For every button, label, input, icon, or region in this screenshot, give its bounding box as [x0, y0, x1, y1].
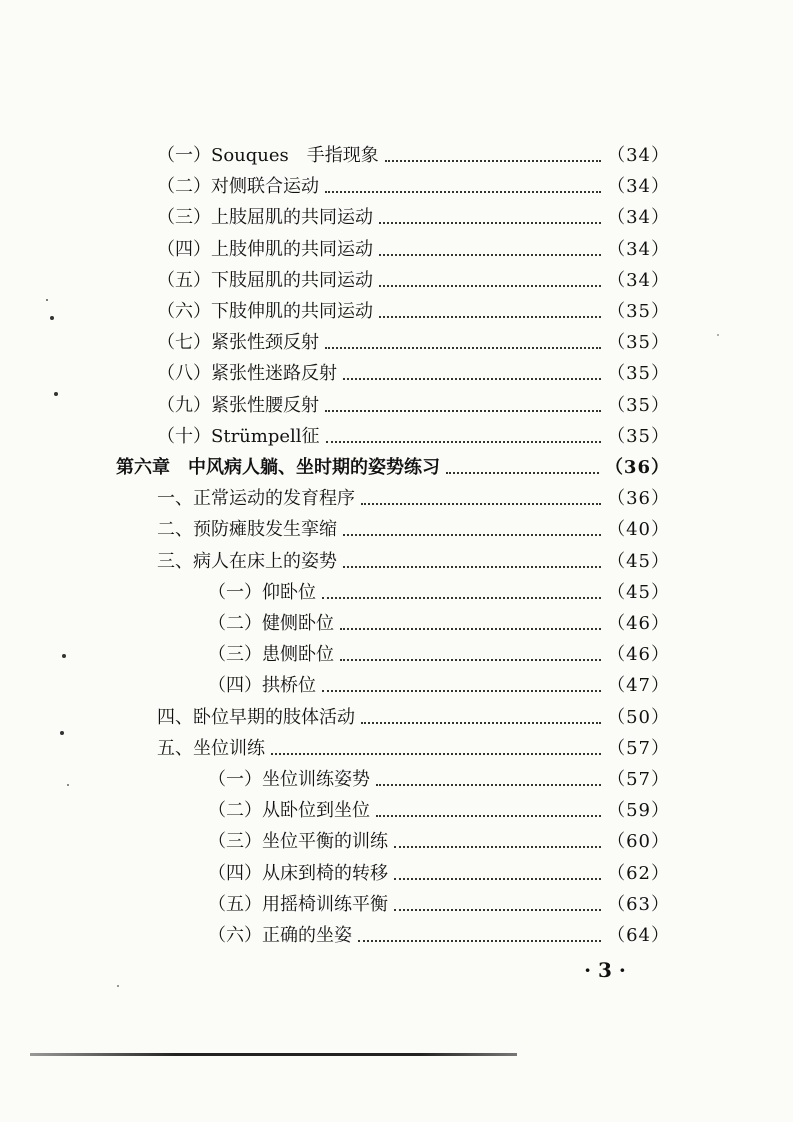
toc-entry-title: （一）坐位训练姿势 — [208, 769, 370, 790]
toc-entry-title: （一）仰卧位 — [208, 581, 316, 603]
toc-entry-page: （45） — [607, 581, 670, 603]
toc-entry-page: （46） — [607, 613, 670, 634]
toc-entry-page: （34） — [607, 207, 670, 229]
toc-entry-title: （四）从床到椅的转移 — [208, 862, 388, 884]
toc-entry-title: （三）坐位平衡的训练 — [208, 831, 388, 853]
toc-entry-title: （六）下肢伸肌的共同运动 — [157, 301, 373, 322]
toc-entry-page: （34） — [607, 145, 670, 166]
toc-entry-page: （57） — [607, 769, 670, 790]
toc-entry-title: （二）健侧卧位 — [208, 613, 334, 634]
toc-entry-title: （二）从卧位到坐位 — [208, 800, 370, 822]
toc-entry-page: （50） — [607, 706, 670, 728]
toc-entry-title: 五、坐位训练 — [157, 737, 265, 759]
toc-entry-page: （35） — [607, 301, 670, 322]
toc-entry-title: （二）对侧联合运动 — [157, 176, 319, 198]
toc-entry-title: （六）正确的坐姿 — [208, 925, 352, 946]
toc-entry-page: （35） — [607, 332, 670, 354]
toc-entry-title: 一、正常运动的发育程序 — [157, 488, 355, 510]
toc-entry-page: （36） — [607, 488, 670, 510]
toc-entry-page: （46） — [607, 644, 670, 666]
toc-entry-page: （35） — [607, 394, 670, 416]
toc-entry-title: （三）患侧卧位 — [208, 644, 334, 666]
toc-entry-page: （34） — [607, 176, 670, 198]
toc-entry-title: （九）紧张性腰反射 — [157, 394, 319, 416]
toc-entry-title: （十）Strümpell征 — [157, 425, 320, 447]
toc-entry-title: （一）Souques 手指现象 — [157, 145, 379, 166]
scan-artifact-line — [30, 1053, 517, 1056]
toc-entry-title: （四）上肢伸肌的共同运动 — [157, 238, 373, 260]
toc-entry-page: （36） — [604, 457, 670, 478]
toc-entry-page: （34） — [607, 238, 670, 260]
toc-entry-page: （34） — [607, 269, 670, 291]
toc-entry-title: 四、卧位早期的肢体活动 — [157, 706, 355, 728]
toc-entry-page: （40） — [607, 519, 670, 541]
toc-entry-title: 三、病人在床上的姿势 — [157, 550, 337, 572]
toc-entry-page: （60） — [607, 831, 670, 853]
toc-entry-title: 第六章 中风病人躺、坐时期的姿势练习 — [116, 457, 440, 478]
toc-entry-title: （七）紧张性颈反射 — [157, 332, 319, 354]
toc-entry-title: （五）下肢屈肌的共同运动 — [157, 269, 373, 291]
toc-entry-page: （59） — [607, 800, 670, 822]
toc-entry-page: （57） — [607, 737, 670, 759]
toc-entry-title: （三）上肢屈肌的共同运动 — [157, 207, 373, 229]
toc-entry-page: （63） — [607, 893, 670, 915]
toc-entry-title: （五）用摇椅训练平衡 — [208, 893, 388, 915]
toc-entry-page: （62） — [607, 862, 670, 884]
page-number: · 3 · — [584, 958, 626, 982]
toc-entry-title: （八）紧张性迷路反射 — [157, 363, 337, 385]
toc-entry-page: （47） — [607, 675, 670, 697]
toc-entry-title: 二、预防瘫肢发生挛缩 — [157, 519, 337, 541]
toc-entry-page: （45） — [607, 550, 670, 572]
toc-entry-page: （35） — [607, 425, 670, 447]
toc-entry-page: （64） — [607, 925, 670, 946]
toc-entry-title: （四）拱桥位 — [208, 675, 316, 697]
toc-entry-page: （35） — [607, 363, 670, 385]
